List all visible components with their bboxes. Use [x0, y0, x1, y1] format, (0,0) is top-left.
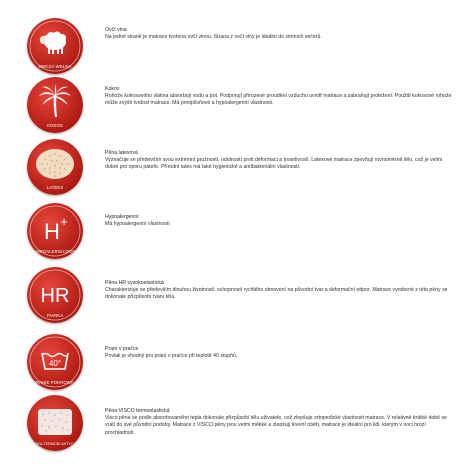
feature-row-visco	[0, 395, 470, 455]
hypoallergenic-badge	[27, 203, 83, 259]
feature-row-hr-foam	[0, 267, 470, 327]
wool-badge	[27, 18, 83, 74]
feature-row-hypoallergenic	[0, 203, 470, 263]
svg-text:+: +	[60, 214, 68, 229]
feature-description: Vyznačuje se především svou extrémní pružností, odolností proti deformaci a trvanlivostí. Latexové matrace zpevňují rovnoměrně tělo, což je velmi dobré pro oporu páteře. Přírodní latex má také hygienické a antibakteriální vlastnosti.	[105, 157, 443, 171]
badge-label: PIANKA TERMOELASTYCZNA	[28, 442, 82, 446]
feature-text	[105, 408, 455, 437]
badge-label: PIANKA	[46, 313, 64, 318]
latex-foam-icon	[36, 149, 74, 179]
feature-title: Praní v pračce	[105, 346, 139, 352]
svg-text:H: H	[44, 219, 60, 244]
badge-label: OMCZA WEŁNA	[38, 64, 72, 69]
feature-title: Hypoalergenní	[105, 214, 139, 220]
svg-text:HR: HR	[40, 285, 70, 307]
feature-row-coconut	[0, 77, 470, 137]
feature-text	[105, 346, 455, 360]
latex-badge	[27, 139, 83, 195]
feature-title: Kokos	[105, 86, 120, 92]
badge-label: PRANIE POKROWCA	[32, 380, 78, 385]
feature-description: Na jedné straně je matrace tvořena ovčí vlnou. Strana z ovčí vlny je ideální do zimních večerů.	[105, 34, 322, 41]
feature-title: Pěna HR vysokoelastická	[105, 280, 164, 286]
feature-text	[105, 280, 455, 302]
feature-description: Má hypoalergenní vlastnosti	[105, 221, 170, 228]
feature-row-latex	[0, 139, 470, 199]
feature-description: Povlak je vhodný pro praní v pračce při teplotě 40 stupňů.	[105, 353, 238, 360]
badge-label: LATEKS	[46, 185, 64, 190]
feature-description: Visco pěna se podle absorbovaného tepla dokonale přizpůsobí tělu uživatele, což zlepšuje ortopedické vlastnosti matrace. V relativně krátké době se vrátí do své původní podoby. Matrace z VISCO pěny jsou velmi měkké a zlepšují krevní oběh, matrace je ideální pro lidi, kterým v noci hrozí prochladnutí.	[105, 415, 447, 436]
feature-text	[105, 150, 455, 172]
badge-label: HIPOALERGICZNY	[35, 249, 75, 254]
feature-text	[105, 86, 455, 108]
feature-text	[105, 27, 455, 41]
feature-title: Pěna VISCO termoelastická	[105, 408, 170, 414]
feature-row-wool	[0, 18, 470, 78]
badge-label: KOKOS	[47, 123, 63, 128]
svg-text:40°: 40°	[48, 359, 62, 368]
hr-icon	[41, 285, 70, 307]
feature-text	[105, 214, 455, 228]
feature-title: Pěna latexová	[105, 150, 138, 156]
visco-foam-icon	[38, 409, 72, 435]
coconut-badge	[27, 77, 83, 133]
visco-badge	[27, 395, 83, 451]
feature-row-washing	[0, 334, 470, 394]
washing-badge	[27, 334, 83, 390]
feature-description: Rohože kokosového vlákna absorbují vodu a pot. Podporují přirozené proudění vzduchu uvnitř matrace a zabraňují proležení. Použití kokosové rohože může zvýšit tvrdost matrace. Má protiplísňové a hypoalergenní vlastnosti.	[105, 93, 452, 107]
feature-description: Charakterizuje se především dlouhou životností, schopností rychlého obnovení na původní tvar a deformační odpor. Matrace vyrobené z této pěny se dokonale přizpůsobí tvaru těla.	[105, 287, 448, 301]
feature-title: Ovčí vlna	[105, 27, 127, 33]
hr-foam-badge	[27, 267, 83, 323]
